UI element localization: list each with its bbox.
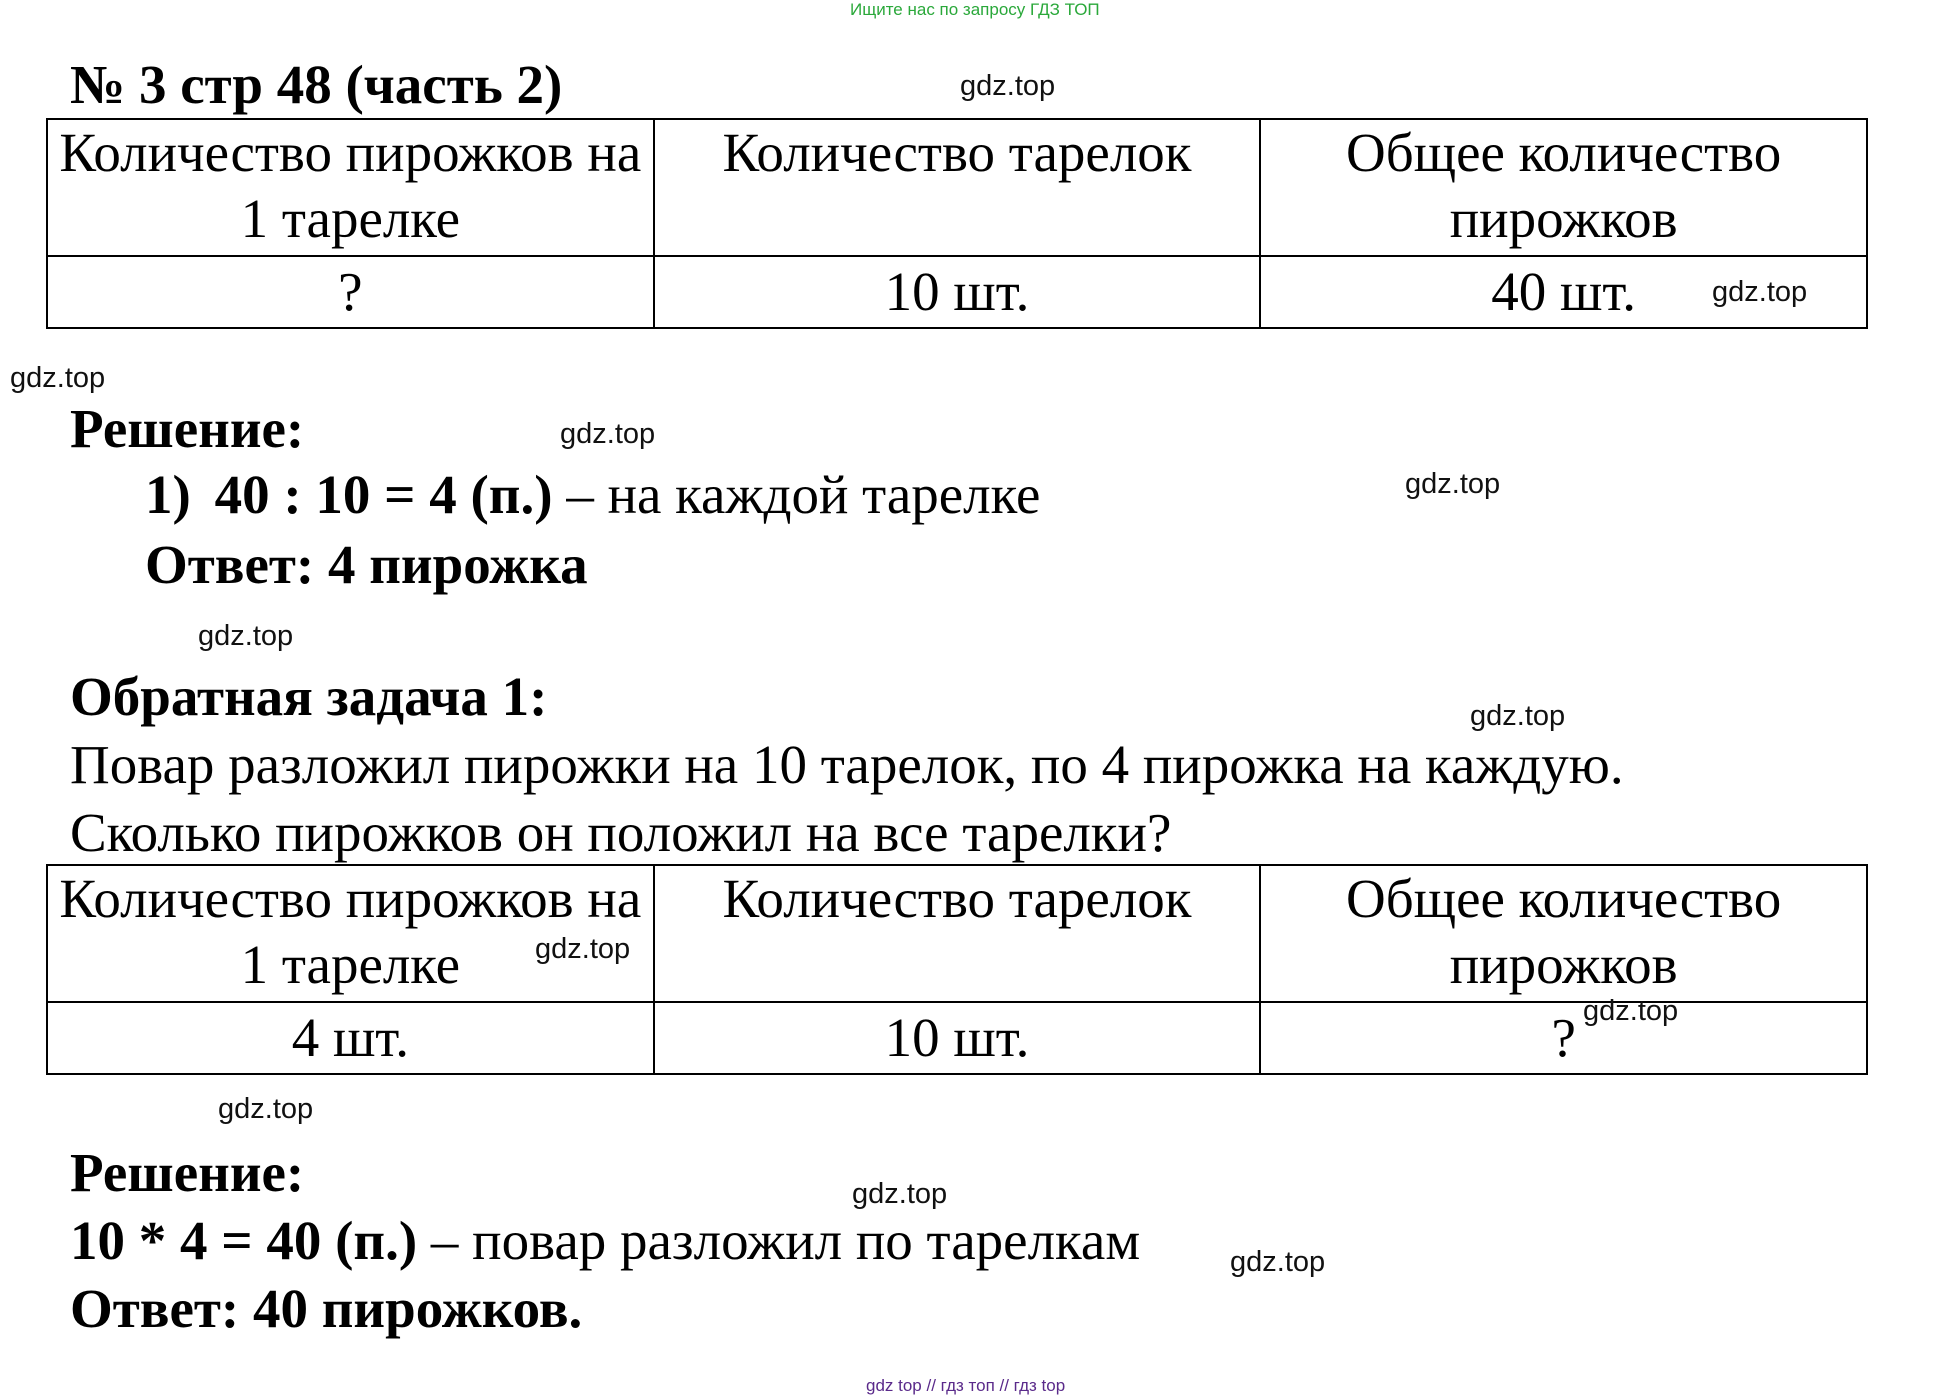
table-value-row — [47, 256, 1867, 328]
watermark: gdz.top — [218, 1093, 314, 1125]
value-cell-per-plate: ? — [47, 256, 654, 328]
watermark: gdz.top — [535, 933, 631, 965]
watermark: gdz.top — [1405, 468, 1501, 500]
solution-heading: Решение: — [70, 398, 305, 459]
data-table-1 — [46, 118, 1868, 329]
inverse-task-text-line1: Повар разложил пирожки на 10 тарелок, по 4 пирожка на каждую. — [70, 734, 1624, 795]
inverse-task-text-line2: Сколько пирожков он положил на все тарелки? — [70, 802, 1172, 863]
footer-text: gdz top // гдз топ // гдз top — [866, 1376, 1066, 1395]
header-cell-per-plate: Количество пирожков на 1 тарелке — [47, 865, 654, 1002]
value-cell-total: ? — [1260, 1002, 1867, 1074]
value-cell-plates: 10 шт. — [654, 256, 1261, 328]
table-header-row — [47, 865, 1867, 1002]
answer-text: Ответ: 40 пирожков. — [70, 1278, 583, 1339]
data-table-2 — [46, 864, 1868, 1075]
step-number: 1) — [145, 464, 191, 525]
value-cell-plates: 10 шт. — [654, 1002, 1261, 1074]
solution-expression-line — [70, 1208, 1140, 1274]
header-cell-per-plate: Количество пирожков на 1 тарелке — [47, 119, 654, 256]
watermark: gdz.top — [1230, 1246, 1326, 1278]
header-cell-total: Общее количество пирожков — [1260, 119, 1867, 256]
value-cell-total: 40 шт. — [1260, 256, 1867, 328]
watermark: gdz.top — [960, 70, 1056, 102]
page-title: № 3 стр 48 (часть 2) — [70, 54, 563, 115]
watermark: gdz.top — [10, 362, 106, 394]
inverse-task-heading: Обратная задача 1: — [70, 666, 548, 727]
header-cell-plates: Количество тарелок — [654, 119, 1261, 256]
top-banner: Ищите нас по запросу ГДЗ ТОП — [850, 0, 1100, 19]
watermark: gdz.top — [1583, 995, 1679, 1027]
watermark: gdz.top — [1712, 276, 1808, 308]
value-cell-per-plate: 4 шт. — [47, 1002, 654, 1074]
solution-expression: 10 * 4 = 40 (п.) — [70, 1210, 418, 1271]
solution-heading: Решение: — [70, 1142, 305, 1203]
watermark: gdz.top — [852, 1178, 948, 1210]
header-cell-plates: Количество тарелок — [654, 865, 1261, 1002]
table-header-row — [47, 119, 1867, 256]
solution-explanation: – повар разложил по тарелкам — [430, 1210, 1141, 1271]
watermark: gdz.top — [560, 418, 656, 450]
watermark: gdz.top — [198, 620, 294, 652]
answer-text: Ответ: 4 пирожка — [145, 534, 588, 595]
step-expression: 40 : 10 = 4 (п.) — [214, 464, 553, 525]
step-explanation: – на каждой тарелке — [566, 464, 1041, 525]
header-cell-total: Общее количество пирожков — [1260, 865, 1867, 1002]
solution-step — [145, 462, 1040, 528]
watermark: gdz.top — [1470, 700, 1566, 732]
